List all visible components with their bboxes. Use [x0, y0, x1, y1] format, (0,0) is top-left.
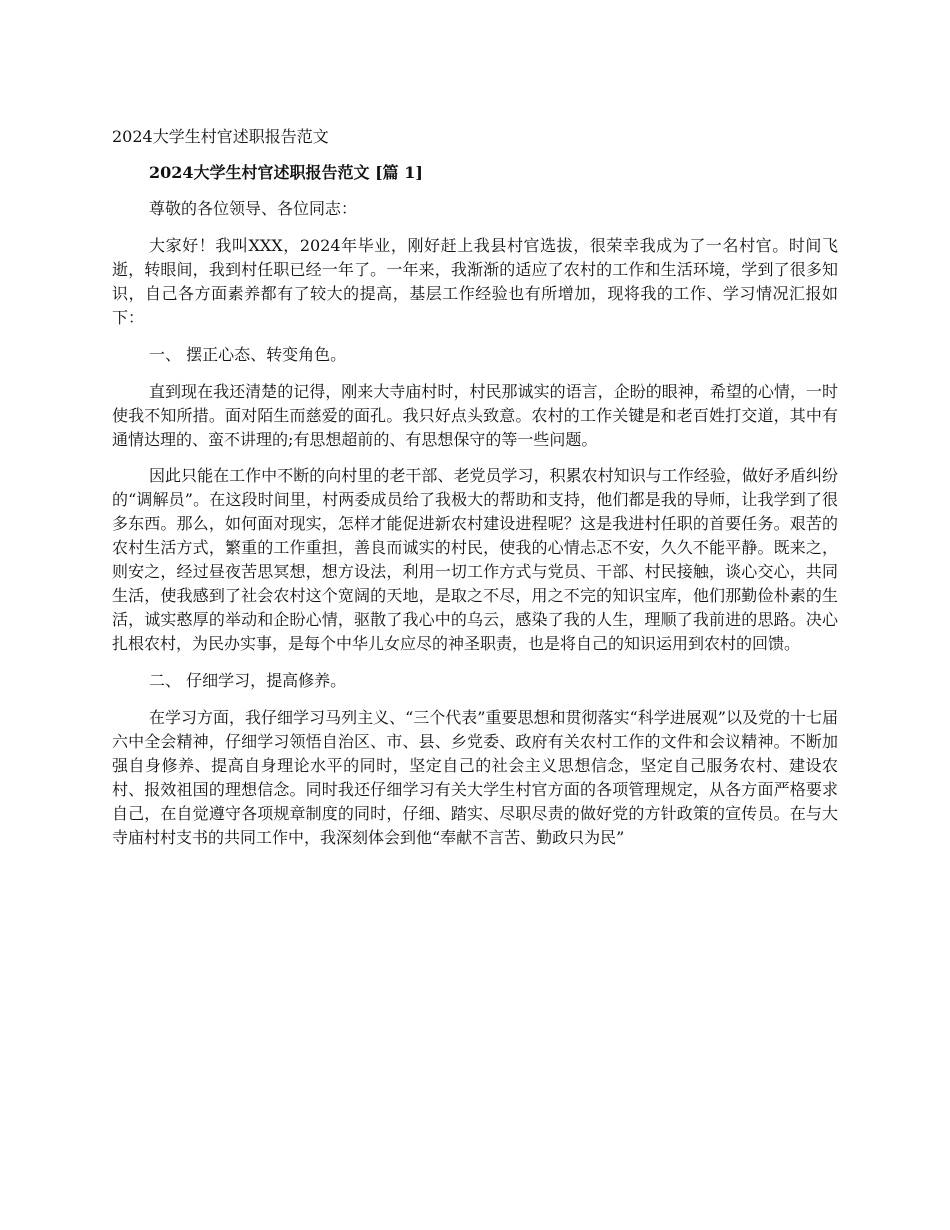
document-page: [112, 124, 838, 862]
paragraph-1-1: 直到现在我还清楚的记得，刚来大寺庙村时，村民那诚实的语言，企盼的眼神，希望的心情，一时使我不知所措。面对陌生而慈爱的面孔。我只好点头致意。农村的工作关键是和老百姓打交道，其中有通情达理的、蛮不讲理的;有思想超前的、有思想保守的等一些问题。: [112, 382, 838, 449]
paragraph-1-2: 因此只能在工作中不断的向村里的老干部、老党员学习，积累农村知识与工作经验，做好矛盾纠纷的“调解员”。在这段时间里，村两委成员给了我极大的帮助和支持，他们都是我的导师，让我学到了很多东西。那么，如何面对现实，怎样才能促进新农村建设进程呢？这是我进村任职的首要任务。艰苦的农村生活方式，繁重的工作重担，善良而诚实的村民，使我的心情忐忑不安，久久不能平静。既来之，则安之，经过昼夜苦思冥想，想方设法，利用一切工作方式与党员、干部、村民接触，谈心交心，共同生活，使我感到了社会农村这个宽阔的天地，是取之不尽，用之不完的知识宝库，他们那勤俭朴素的生活，诚实憨厚的举动和企盼心情，驱散了我心中的乌云，感染了我的人生，理顺了我前进的思路。决心扎根农村，为民办实事，是每个中华儿女应尽的神圣职责，也是将自己的知识运用到农村的回馈。: [112, 466, 838, 653]
subheading-1: 一、 摆正心态、转变角色。: [149, 345, 347, 364]
paragraph-2-1: 在学习方面，我仔细学习马列主义、“三个代表”重要思想和贯彻落实“科学进展观”以及党的十七届六中全会精神，仔细学习领悟自治区、市、县、乡党委、政府有关农村工作的文件和会议精神。不断加强自身修养、提高自身理论水平的同时，坚定自己的社会主义思想信念，坚定自己服务农村、建设农村、报效祖国的理想信念。同时我还仔细学习有关大学生村官方面的各项管理规定，从各方面严格要求自己，在自觉遵守各项规章制度的同时，仔细、踏实、尽职尽责的做好党的方针政策的宣传员。在与大寺庙村村支书的共同工作中，我深刻体会到他“奉献不言苦、勤政只为民”: [112, 708, 838, 847]
document-title: 2024大学生村官述职报告范文: [112, 127, 329, 146]
paragraph-intro: 大家好！我叫XXX，2024年毕业，刚好赶上我县村官选拔，很荣幸我成为了一名村官。时间飞逝，转眼间，我到村任职已经一年了。一年来，我渐渐的适应了农村的工作和生活环境，学到了很多知识，自己各方面素养都有了较大的提高，基层工作经验也有所增加，现将我的工作、学习情况汇报如下：: [112, 236, 838, 327]
section-heading: 2024大学生村官述职报告范文 [篇 1]: [149, 163, 423, 182]
subheading-2: 二、 仔细学习，提高修养。: [149, 671, 347, 690]
salutation: 尊敬的各位领导、各位同志：: [149, 199, 358, 218]
